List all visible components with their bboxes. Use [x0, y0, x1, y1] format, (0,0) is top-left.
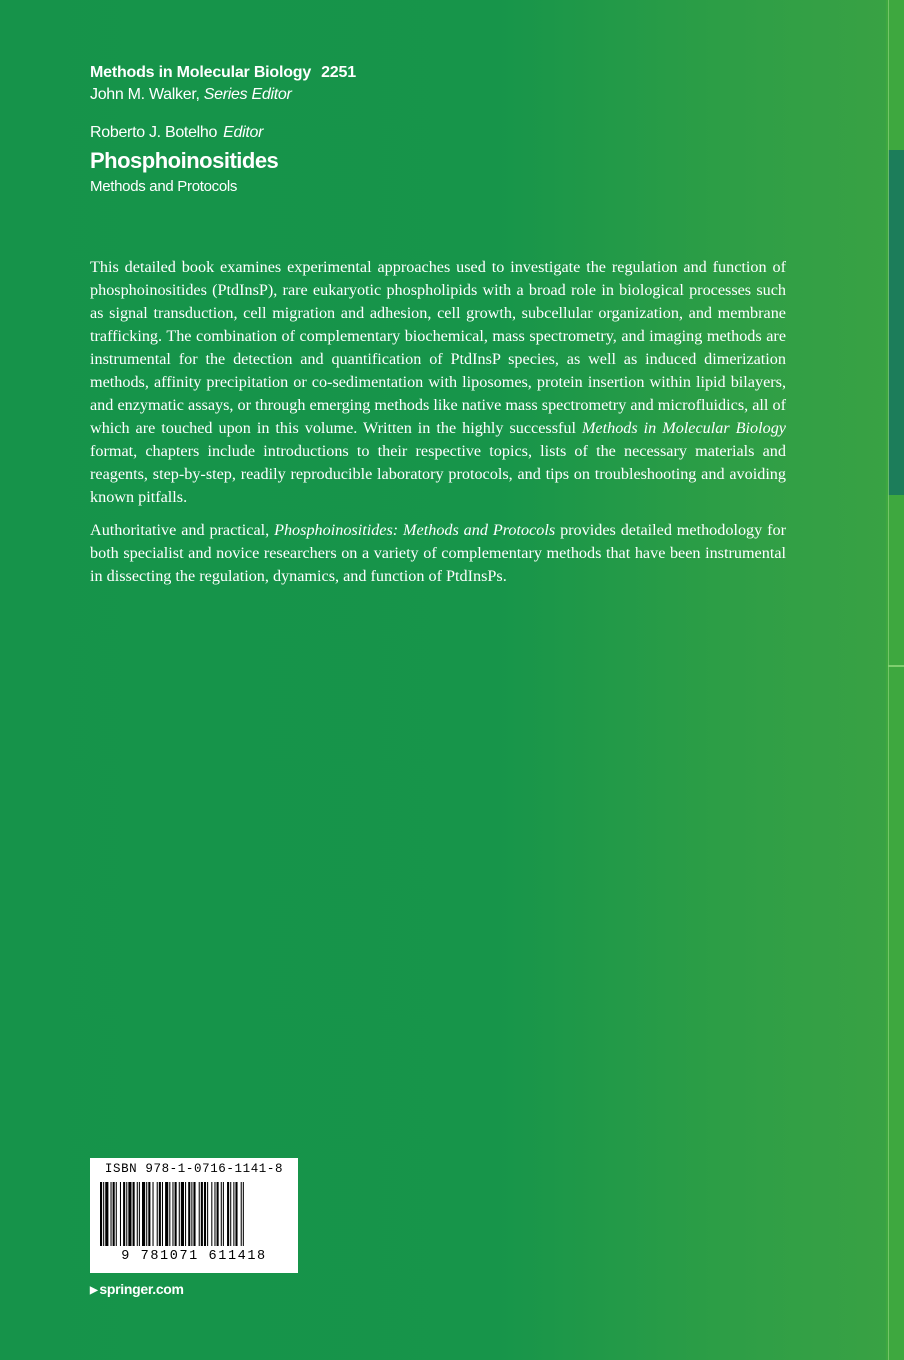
book-editor-role: Editor [223, 124, 264, 141]
book-description [90, 256, 786, 598]
description-text: format, chapters include introductions to their respective topics, lists of the necessary materials and reagents, step-by-step, readily reproducible laboratory protocols, and tips on troubleshooting and avoiding known pitfalls. [90, 442, 786, 506]
description-italic-title: Phosphoinositides: Methods and Protocols [274, 521, 556, 539]
series-name: Methods in Molecular Biology [90, 64, 312, 81]
spine-divider-line [888, 665, 904, 667]
barcode-digits: 9 781071 611418 [121, 1249, 267, 1264]
publisher-link[interactable] [90, 1281, 184, 1297]
book-editor [90, 122, 790, 144]
book-title: Phosphoinositides [90, 148, 279, 173]
description-paragraph-2 [90, 519, 786, 588]
arrow-right-icon: ▶ [90, 1285, 98, 1296]
book-editor-name: Roberto J. Botelho [90, 124, 218, 141]
series-editor-name: John M. Walker, [90, 86, 200, 103]
spine-accent-band [888, 150, 904, 495]
series-number: 2251 [321, 64, 356, 81]
description-italic-series: Methods in Molecular Biology [581, 419, 786, 437]
cover-header [90, 62, 790, 198]
isbn-barcode [90, 1158, 298, 1273]
description-paragraph-1 [90, 256, 786, 509]
publisher-website: springer.com [99, 1281, 184, 1297]
isbn-label: ISBN 978-1-0716-1141-8 [104, 1162, 284, 1176]
series-editor [90, 84, 790, 106]
description-text: This detailed book examines experimental approaches used to investigate the regulation and function of phosphoinositides (PtdInsP), rare eukaryotic phospholipids with a broad role in biological processes such as signal transduction, cell migration and adhesion, cell growth, subcellular organization, and membrane trafficking. The combination of complementary biochemical, mass spectrometry, and imaging methods are instrumental for the detection and quantification of PtdInsP species, as well as induced dimerization methods, affinity precipitation or co-sedimentation with liposomes, protein insertion within lipid bilayers, and enzymatic assays, or through emerging methods like native mass spectrometry and microfluidics, all of which are touched upon in this volume. Written in the highly successful [90, 258, 786, 437]
description-text: Authoritative and practical, [90, 521, 275, 539]
barcode-bars [100, 1182, 288, 1248]
description-text: provides detailed methodology for both specialist and novice researchers on a variety of complementary methods that have been instrumental in dissecting the regulation, dynamics, and function of PtdInsPs. [90, 521, 786, 585]
book-subtitle: Methods and Protocols [90, 178, 238, 195]
spine-edge-line [888, 0, 889, 1360]
series-title [90, 62, 790, 84]
series-editor-role: Series Editor [203, 86, 292, 103]
